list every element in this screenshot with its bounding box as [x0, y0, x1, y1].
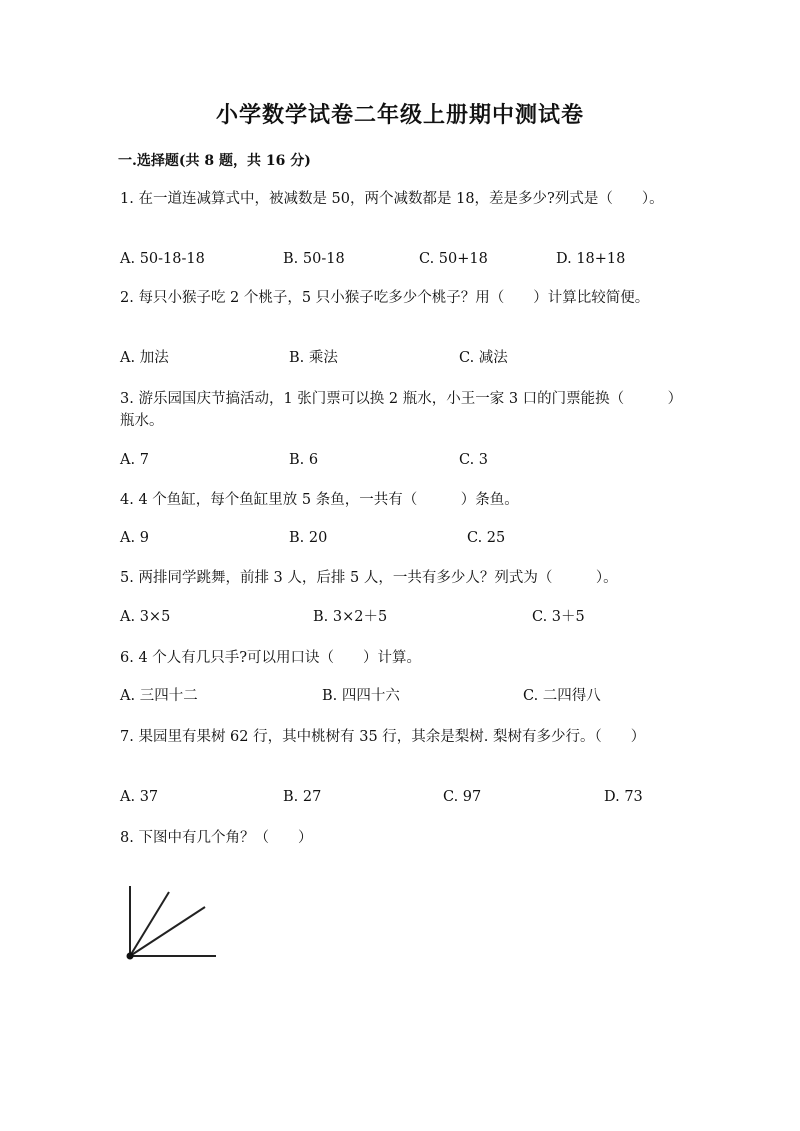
question-7-option-a: A. 37 — [120, 789, 159, 805]
question-5-stem: 5. 两排同学跳舞，前排 3 人，后排 5 人，一共有多少人？列式为（ ）。 — [120, 570, 618, 586]
question-2-option-a: A. 加法 — [120, 350, 169, 366]
question-5-option-b: B. 3×2＋5 — [313, 609, 388, 625]
question-5-option-c: C. 3＋5 — [532, 609, 585, 625]
question-7-option-d: D. 73 — [604, 789, 643, 805]
exam-title: 小学数学试卷二年级上册期中测试卷 — [215, 102, 584, 128]
question-1-option-b: B. 50-18 — [283, 251, 345, 267]
angle-ray-steep — [130, 892, 169, 956]
question-6-option-a: A. 三四十二 — [120, 688, 198, 704]
question-1-option-d: D. 18+18 — [556, 251, 626, 267]
question-3-option-c: C. 3 — [459, 452, 489, 468]
question-4-option-c: C. 25 — [467, 530, 506, 546]
question-5-option-a: A. 3×5 — [120, 609, 171, 625]
question-2-option-c: C. 减法 — [459, 350, 508, 366]
question-4-option-b: B. 20 — [289, 530, 328, 546]
question-1-option-a: A. 50-18-18 — [120, 251, 205, 267]
question-6-stem: 6. 4 个人有几只手?可以用口诀（ ）计算。 — [120, 650, 422, 666]
angle-ray-shallow — [130, 907, 205, 956]
angle-figure — [120, 880, 230, 970]
question-7-stem: 7. 果园里有果树 62 行，其中桃树有 35 行，其余是梨树. 梨树有多少行。（ ） — [120, 729, 646, 745]
section-heading: 一.选择题(共 8 题，共 16 分) — [118, 153, 311, 169]
question-4-option-a: A. 9 — [120, 530, 149, 546]
question-1-option-c: C. 50+18 — [419, 251, 488, 267]
question-6-option-c: C. 二四得八 — [523, 688, 601, 704]
question-7-option-c: C. 97 — [443, 789, 482, 805]
question-7-option-b: B. 27 — [283, 789, 322, 805]
question-3-option-a: A. 7 — [120, 452, 149, 468]
question-3-stem: 3. 游乐园国庆节搞活动，1 张门票可以换 2 瓶水，小王一家 3 口的门票能换（ ）瓶水。 — [120, 391, 675, 429]
question-1-stem: 1. 在一道连减算式中，被减数是 50，两个减数都是 18，差是多少?列式是（ ）。 — [120, 191, 664, 207]
question-4-stem: 4. 4 个鱼缸，每个鱼缸里放 5 条鱼，一共有（ ）条鱼。 — [120, 492, 519, 508]
question-3-option-b: B. 6 — [289, 452, 319, 468]
question-2-stem: 2. 每只小猴子吃 2 个桃子，5 只小猴子吃多少个桃子？用（ ）计算比较简便。 — [120, 290, 650, 306]
question-8-stem: 8. 下图中有几个角？（ ） — [120, 830, 313, 846]
question-6-option-b: B. 四四十六 — [322, 688, 400, 704]
angle-vertex-dot — [127, 953, 134, 960]
question-2-option-b: B. 乘法 — [289, 350, 338, 366]
